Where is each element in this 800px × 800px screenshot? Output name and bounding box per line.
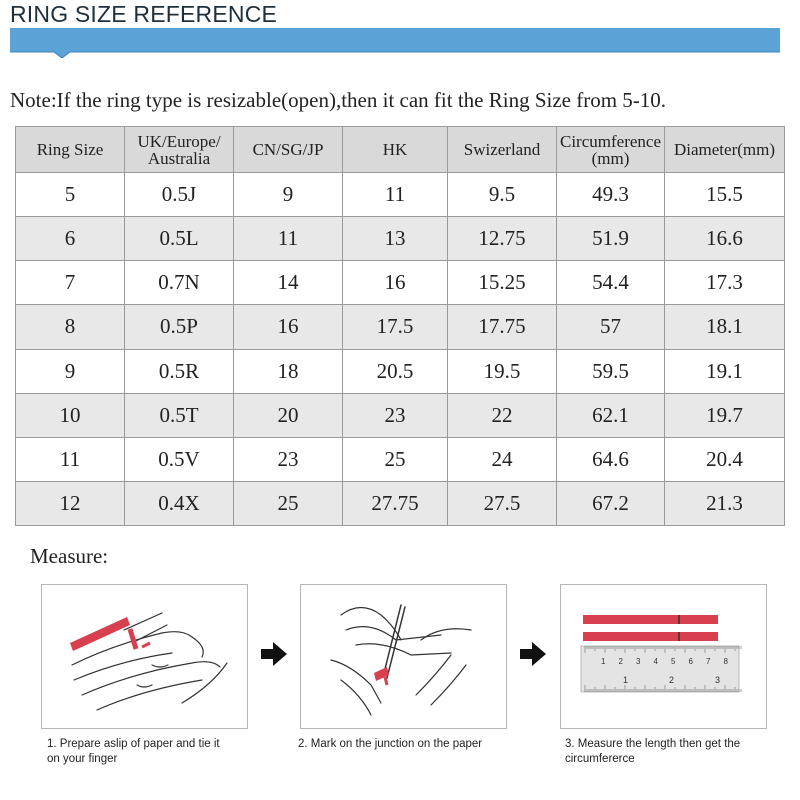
cell-cn-sg-jp-size: 11: [234, 217, 343, 261]
ruler-with-paper-icon: [561, 585, 766, 728]
header-diameter: Diameter(mm): [665, 127, 785, 173]
ruler-label: 4: [653, 657, 658, 666]
step-2-caption: 2. Mark on the junction on the paper: [298, 738, 483, 750]
ruler-label: 3: [636, 657, 641, 666]
step-3-illustration: [560, 584, 767, 729]
cell-cn-sg-jp-size: 18: [234, 349, 343, 393]
cell-diameter: 21.3: [665, 481, 785, 525]
hand-with-paper-strip-icon: [42, 585, 247, 728]
ruler-label: 6: [688, 657, 693, 666]
cell-uk-size: 0.5R: [125, 349, 234, 393]
cell-uk-size: 0.4X: [125, 481, 234, 525]
cell-uk-size: 0.7N: [125, 261, 234, 305]
cell-circumference: 57: [557, 305, 665, 349]
arrow-right-icon: [259, 640, 289, 668]
step-3-caption: 3. Measure the length then get the circumfererce: [565, 738, 741, 765]
cell-cn-sg-jp-size: 14: [234, 261, 343, 305]
cell-switzerland-size: 15.25: [448, 261, 557, 305]
table-row: [16, 305, 785, 349]
cell-hk-size: 25: [343, 437, 448, 481]
cell-ring-size: 7: [16, 261, 125, 305]
cell-switzerland-size: 19.5: [448, 349, 557, 393]
title-banner: [10, 28, 780, 58]
cell-switzerland-size: 9.5: [448, 173, 557, 217]
ruler-label: 1: [601, 657, 606, 666]
table-row: [16, 481, 785, 525]
cell-diameter: 15.5: [665, 173, 785, 217]
cell-uk-size: 0.5L: [125, 217, 234, 261]
page-title: RING SIZE REFERENCE: [10, 1, 278, 27]
cell-circumference: 64.6: [557, 437, 665, 481]
table-row: [16, 437, 785, 481]
table-row: [16, 217, 785, 261]
cell-cn-sg-jp-size: 25: [234, 481, 343, 525]
cell-hk-size: 23: [343, 393, 448, 437]
cell-diameter: 18.1: [665, 305, 785, 349]
ruler-label: 1: [623, 675, 629, 685]
cell-ring-size: 8: [16, 305, 125, 349]
cell-ring-size: 6: [16, 217, 125, 261]
table-row: [16, 261, 785, 305]
header-uk-europe-australia: UK/Europe/ Australia: [125, 127, 234, 173]
header-circumference: Circumference (mm): [557, 127, 665, 173]
cell-cn-sg-jp-size: 9: [234, 173, 343, 217]
cell-hk-size: 20.5: [343, 349, 448, 393]
cell-diameter: 16.6: [665, 217, 785, 261]
cell-hk-size: 16: [343, 261, 448, 305]
ruler-label: 2: [669, 675, 675, 685]
cell-circumference: 51.9: [557, 217, 665, 261]
cell-circumference: 62.1: [557, 393, 665, 437]
table-row: [16, 349, 785, 393]
cell-diameter: 19.1: [665, 349, 785, 393]
header-cn-sg-jp: CN/SG/JP: [234, 127, 343, 173]
resizable-note: Note:If the ring type is resizable(open),then it can fit the Ring Size from 5-10.: [10, 88, 667, 112]
cell-cn-sg-jp-size: 20: [234, 393, 343, 437]
cell-switzerland-size: 12.75: [448, 217, 557, 261]
cell-cn-sg-jp-size: 23: [234, 437, 343, 481]
header-hk: HK: [343, 127, 448, 173]
cell-uk-size: 0.5T: [125, 393, 234, 437]
hand-marking-pen-icon: [301, 585, 506, 728]
cell-uk-size: 0.5J: [125, 173, 234, 217]
cell-cn-sg-jp-size: 16: [234, 305, 343, 349]
cell-uk-size: 0.5V: [125, 437, 234, 481]
cell-diameter: 17.3: [665, 261, 785, 305]
cell-diameter: 20.4: [665, 437, 785, 481]
ruler-label: 7: [706, 657, 711, 666]
ring-size-table: [15, 126, 785, 526]
ruler-label: 2: [618, 657, 623, 666]
cell-hk-size: 27.75: [343, 481, 448, 525]
step-1-illustration: [41, 584, 248, 729]
cell-ring-size: 9: [16, 349, 125, 393]
cell-ring-size: 10: [16, 393, 125, 437]
cell-hk-size: 13: [343, 217, 448, 261]
ruler-label: 5: [671, 657, 676, 666]
ruler-label: 8: [723, 657, 728, 666]
cell-switzerland-size: 24: [448, 437, 557, 481]
cell-circumference: 49.3: [557, 173, 665, 217]
cell-ring-size: 5: [16, 173, 125, 217]
ruler-label: 3: [715, 675, 721, 685]
cell-hk-size: 11: [343, 173, 448, 217]
measure-heading: Measure:: [30, 544, 109, 568]
cell-ring-size: 11: [16, 437, 125, 481]
cell-circumference: 54.4: [557, 261, 665, 305]
cell-switzerland-size: 27.5: [448, 481, 557, 525]
cell-switzerland-size: 17.75: [448, 305, 557, 349]
step-2-illustration: [300, 584, 507, 729]
table-row: [16, 393, 785, 437]
table-row: [16, 173, 785, 217]
cell-switzerland-size: 22: [448, 393, 557, 437]
cell-hk-size: 17.5: [343, 305, 448, 349]
step-1-caption: 1. Prepare aslip of paper and tie it on your finger: [47, 738, 220, 765]
header-switzerland: Swizerland: [448, 127, 557, 173]
cell-ring-size: 12: [16, 481, 125, 525]
cell-uk-size: 0.5P: [125, 305, 234, 349]
cell-circumference: 67.2: [557, 481, 665, 525]
cell-diameter: 19.7: [665, 393, 785, 437]
cell-circumference: 59.5: [557, 349, 665, 393]
table-header-row: [16, 127, 785, 173]
header-ring-size: Ring Size: [16, 127, 125, 173]
arrow-right-icon: [518, 640, 548, 668]
